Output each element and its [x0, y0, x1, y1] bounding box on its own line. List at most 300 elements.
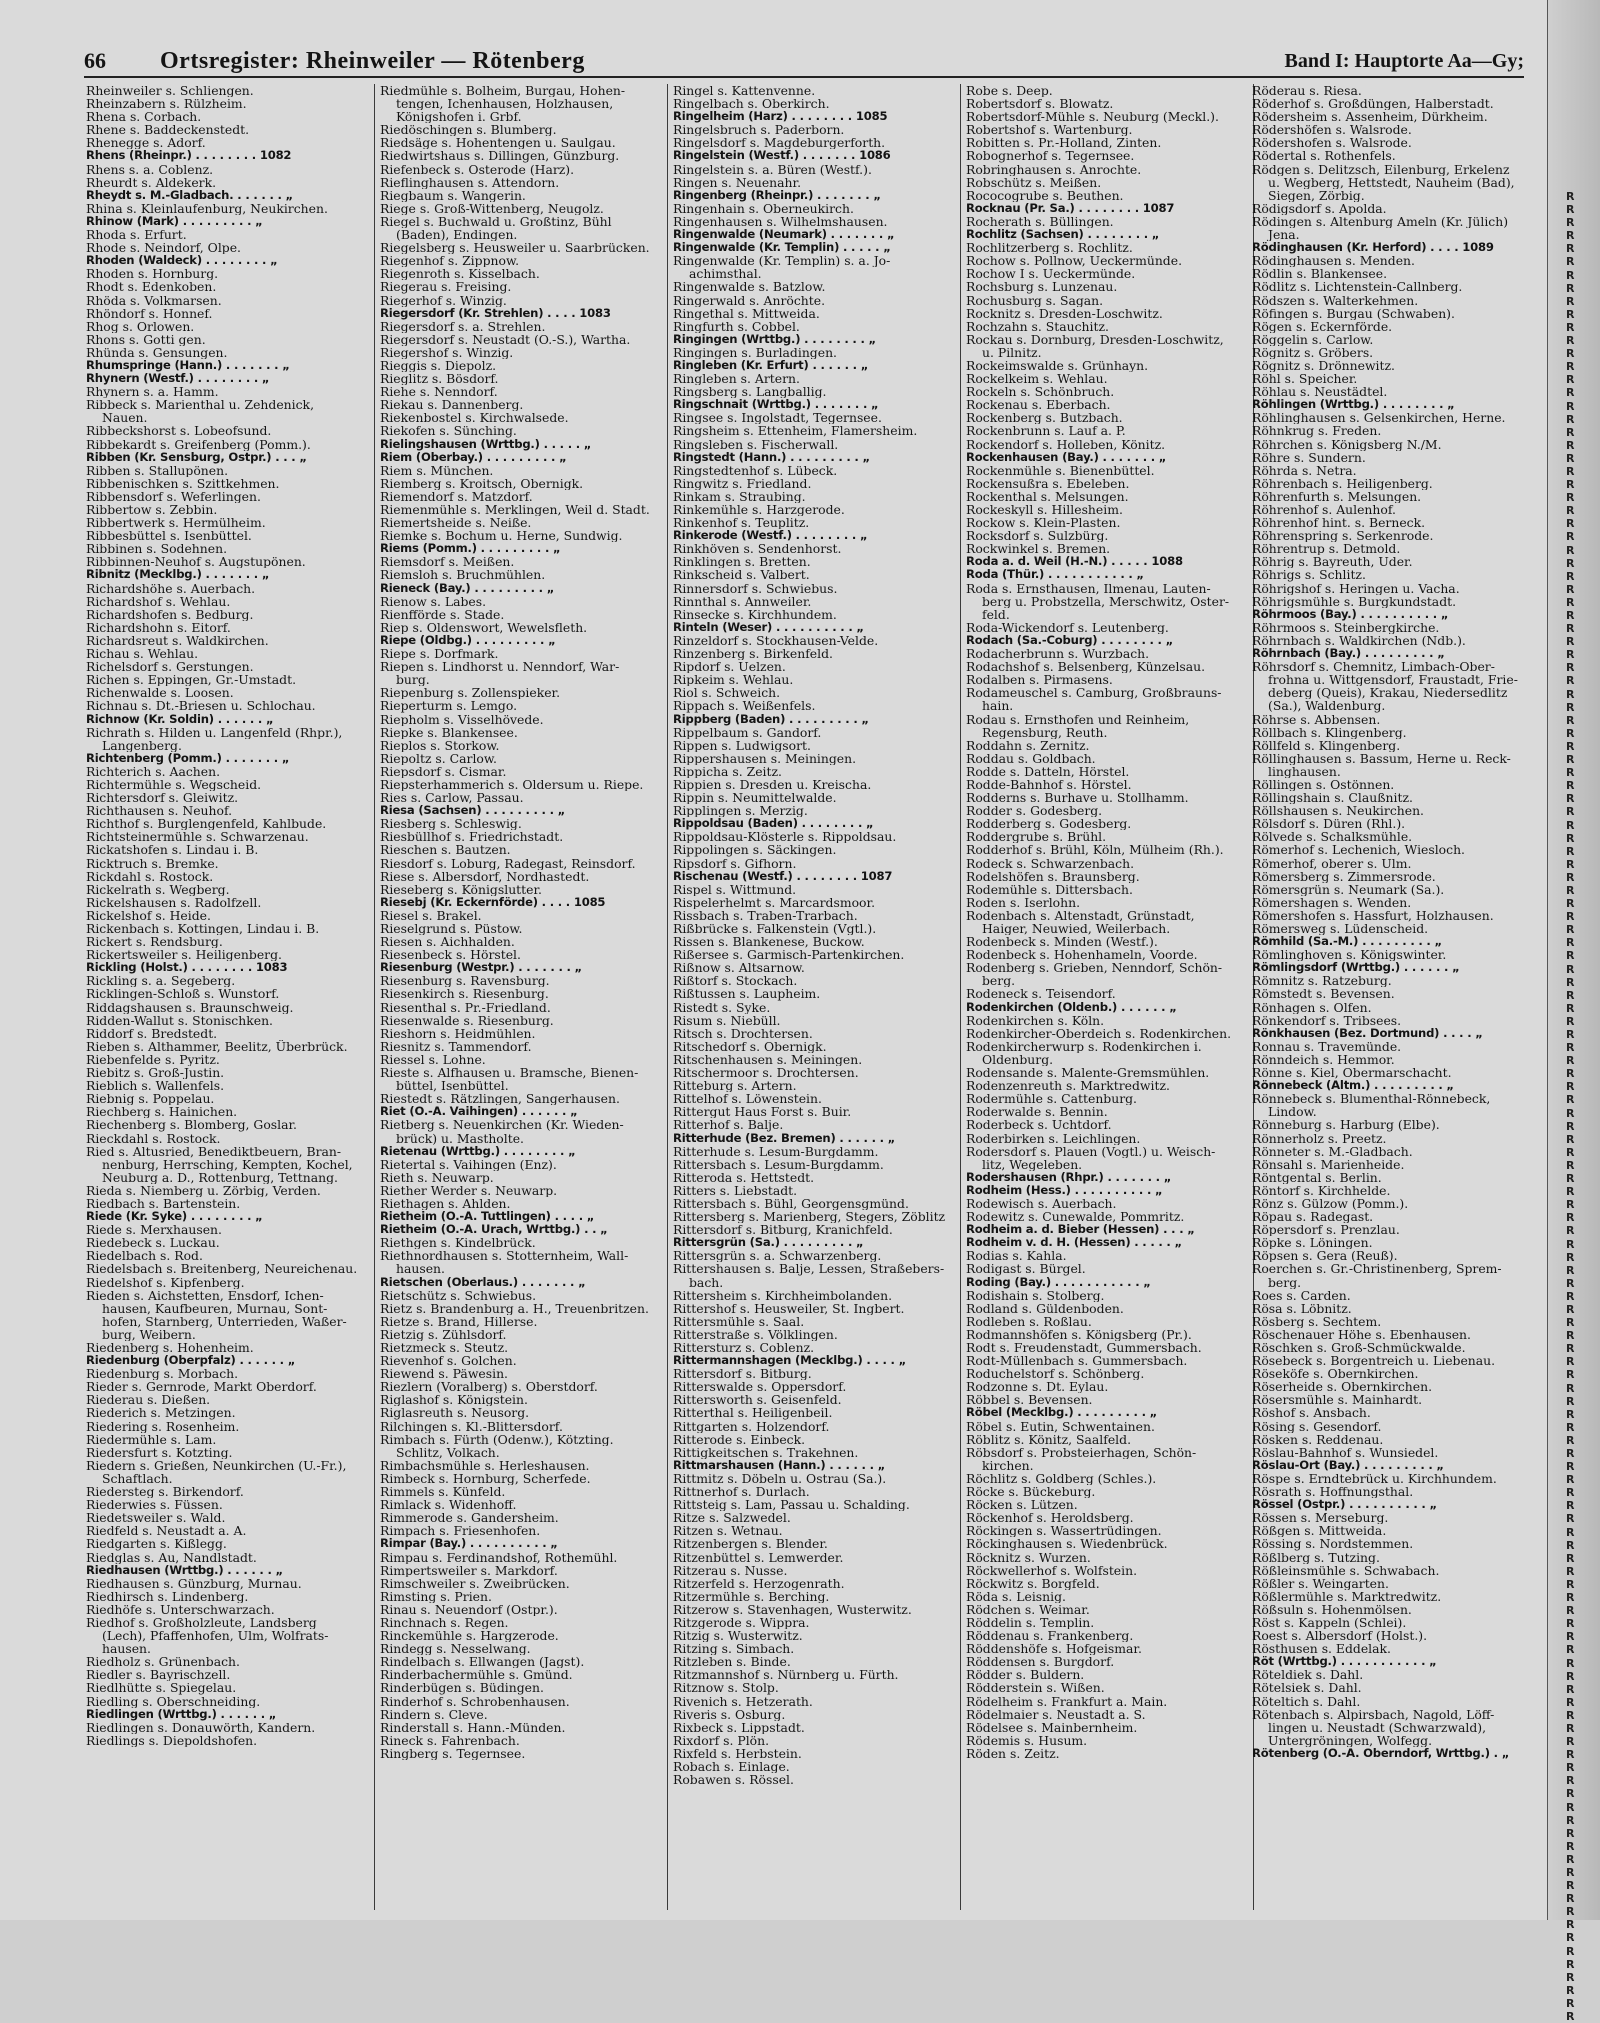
edge-letter: R	[1566, 857, 1575, 871]
index-entry: Riedlingen s. Donauwörth, Kandern.	[86, 1720, 316, 1734]
index-entry: Rieselgrund s. Püstow.	[380, 922, 523, 936]
edge-letter: R	[1566, 451, 1575, 465]
index-entry: Roderbeck s. Uchtdorf.	[966, 1118, 1112, 1132]
index-entry: Riedling s. Oberschneiding.	[86, 1694, 261, 1708]
index-entry: Riedelbach s. Rod.	[86, 1249, 203, 1263]
index-entry: Römersberg s. Zimmersrode.	[1252, 869, 1436, 883]
index-entry: Robertsdorf-Mühle s. Neuburg (Meckl.).	[966, 110, 1219, 124]
index-entry: Richardshofen s. Bedburg.	[86, 607, 254, 621]
index-entry: Rippoldsau (Baden) . . . . . . . . „	[673, 817, 874, 831]
index-entry: Röschenauer Höhe s. Ebenhausen.	[1252, 1327, 1471, 1341]
index-entry: Riederwies s. Füssen.	[86, 1498, 223, 1512]
index-entry: frohna u. Wittgensdorf, Fraustadt, Frie-	[1268, 673, 1518, 687]
index-entry: Röschken s. Groß-Schmückwalde.	[1252, 1341, 1466, 1355]
index-entry: Riese s. Albersdorf, Nordhastedt.	[380, 869, 590, 883]
index-entry: Rietschen (Oberlaus.) . . . . . . . „	[380, 1275, 586, 1289]
index-entry: Röteltich s. Dahl.	[1252, 1694, 1361, 1708]
index-entry: Robitten s. Pr.-Holland, Zinten.	[966, 136, 1162, 150]
edge-letter: R	[1566, 1473, 1575, 1487]
index-entry: Riechenberg s. Blomberg, Goslar.	[86, 1118, 297, 1132]
edge-letter: R	[1566, 1813, 1575, 1827]
edge-letter: R	[1566, 268, 1575, 282]
edge-letter: R	[1566, 1669, 1575, 1683]
index-entry: Rittsteig s. Lam, Passau u. Schalding.	[673, 1498, 910, 1512]
edge-letter: R	[1566, 464, 1575, 478]
index-entry: Rodishain s. Stolberg.	[966, 1288, 1105, 1302]
index-entry: Ringschnait (Wrttbg.) . . . . . . . „	[673, 398, 879, 412]
index-entry: Rißtorf s. Stockach.	[673, 974, 798, 988]
index-entry: Ristedt s. Syke.	[673, 1000, 771, 1014]
index-entry: Rietzmeck s. Steutz.	[380, 1341, 509, 1355]
index-entry: Riede s. Merxhausen.	[86, 1223, 222, 1237]
edge-letter: R	[1566, 294, 1575, 308]
index-entry: Riems (Pomm.) . . . . . . . . . „	[380, 542, 561, 556]
index-entry: Ribbertow s. Zebbin.	[86, 503, 218, 517]
index-entry: Riebenfelde s. Pyritz.	[86, 1052, 220, 1067]
index-entry: hofen, Starnberg, Unterrieden, Waßer-	[102, 1314, 347, 1328]
index-entry: Rhene s. Baddeckenstedt.	[86, 123, 250, 137]
index-entry: Röhrig s. Bayreuth, Uder.	[1252, 555, 1413, 569]
index-entry: Röbel s. Eutin, Schwentainen.	[966, 1419, 1155, 1433]
index-entry: Rixfeld s. Herbstein.	[673, 1746, 802, 1760]
index-entry: Röhnkrug s. Freden.	[1252, 424, 1382, 438]
index-entry: Riethnordhausen s. Stotternheim, Wall-	[380, 1249, 629, 1263]
index-entry: Rödchen s. Weimar.	[966, 1602, 1090, 1616]
index-entry: Rickatshofen s. Lindau i. B.	[86, 843, 259, 857]
edge-letter: R	[1566, 1682, 1575, 1696]
edge-letter: R	[1566, 831, 1575, 845]
index-entry: Rödertal s. Rothenfels.	[1252, 149, 1396, 163]
index-entry: burg.	[396, 673, 430, 687]
index-entry: Roda-Wickendorf s. Leutenberg.	[966, 620, 1169, 634]
edge-letter: R	[1566, 1289, 1575, 1303]
index-entry: Rodemühle s. Dittersbach.	[966, 882, 1133, 896]
index-entry: Ripsdorf s. Gifhorn.	[673, 856, 797, 870]
index-entry: Ringenberg (Rheinpr.) . . . . . . . „	[673, 188, 881, 202]
index-entry: Rössing s. Nordstemmen.	[1252, 1537, 1414, 1551]
index-entry: Ritschermoor s. Drochtersen.	[673, 1066, 859, 1080]
index-entry: Rickelshausen s. Radolfzell.	[86, 895, 262, 909]
edge-letter: R	[1566, 1355, 1575, 1369]
index-entry: Rönnerholz s. Preetz.	[1252, 1131, 1387, 1145]
index-entry: Riem s. München.	[380, 463, 494, 477]
index-column-5	[1252, 84, 1534, 1910]
index-entry: Rietheim (O.-A. Urach, Wrttbg.) . . „	[380, 1223, 608, 1237]
index-entry: Regensburg, Reuth.	[982, 725, 1108, 739]
index-entry: Rötenbach s. Alpirsbach, Nagold, Löff-	[1252, 1707, 1495, 1721]
edge-letter: R	[1566, 1342, 1575, 1356]
index-entry: Rixbeck s. Lippstadt.	[673, 1720, 805, 1734]
index-entry: Ribbertwerk s. Hermülheim.	[86, 516, 266, 530]
index-entry: Rhumspringe (Hann.) . . . . . . . „	[86, 358, 290, 372]
edge-letter: R	[1566, 1748, 1575, 1762]
index-entry: Rönkendorf s. Tribsees.	[1252, 1013, 1402, 1027]
index-entry: Riesenwalde s. Riesenburg.	[380, 1013, 554, 1027]
index-entry: Rockenberg s. Butzbach.	[966, 411, 1123, 425]
edge-letter: R	[1566, 569, 1575, 583]
index-entry: Rissbach s. Traben-Trarbach.	[673, 908, 858, 922]
index-entry: Rinteln (Weser) . . . . . . . . . . „	[673, 620, 864, 634]
edge-letter: R	[1566, 1054, 1575, 1068]
index-entry: u. Pilnitz.	[982, 345, 1042, 359]
index-entry: Röhrnbach s. Waldkirchen (Ndb.).	[1252, 633, 1466, 648]
edge-letter: R	[1566, 1093, 1575, 1107]
index-entry: Ribbinen s. Sodehnen.	[86, 542, 228, 556]
index-entry: Rickdahl s. Rostock.	[86, 869, 214, 883]
index-entry: Rippoldsau-Klösterle s. Rippoldsau.	[673, 830, 897, 844]
index-entry: Röhrchen s. Königsberg N./M.	[1252, 437, 1442, 451]
edge-letter: R	[1566, 1499, 1575, 1513]
index-entry: Riedersfurt s. Kotzting.	[86, 1445, 233, 1459]
index-entry: berg.	[982, 974, 1016, 988]
index-entry: Rittnerhof s. Durlach.	[673, 1485, 810, 1499]
index-entry: Röhlau s. Neustädtel.	[1252, 385, 1388, 399]
edge-letter: R	[1566, 1591, 1575, 1605]
index-entry: Rinkhöven s. Sendenhorst.	[673, 542, 842, 556]
index-entry: Riepen s. Lindhorst u. Nenndorf, War-	[380, 660, 620, 674]
index-entry: Rittershausen s. Balje, Lessen, Straßebers-	[673, 1262, 945, 1276]
index-entry: Ritzenbergen s. Blender.	[673, 1537, 828, 1551]
index-entry: Rickert s. Rendsburg.	[86, 935, 223, 949]
index-entry: Rinderbachermühle s. Gmünd.	[380, 1668, 573, 1682]
index-entry: Rieben s. Althammer, Beelitz, Überbrück.	[86, 1039, 348, 1053]
index-entry: Röhrentrup s. Detmold.	[1252, 542, 1401, 556]
index-entry: Ringleben (Kr. Erfurt) . . . . . . „	[673, 358, 869, 372]
index-entry: Lindow.	[1268, 1105, 1317, 1119]
index-entry: Röderau s. Riesa.	[1252, 84, 1362, 98]
index-entry: Rittermannshagen (Mecklbg.) . . . . „	[673, 1354, 906, 1368]
index-entry: Ringwitz s. Friedland.	[673, 476, 812, 490]
edge-letter: R	[1566, 1041, 1575, 1055]
index-entry: Rieneck (Bay.) . . . . . . . . . „	[380, 581, 555, 595]
edge-letter: R	[1566, 779, 1575, 793]
edge-letter: R	[1566, 347, 1575, 361]
edge-letter: R	[1566, 844, 1575, 858]
index-entry: Röshof s. Ansbach.	[1252, 1406, 1371, 1420]
index-entry: Riesenburg (Westpr.) . . . . . . . „	[380, 961, 582, 975]
index-entry: Rodenkirchen (Oldenb.) . . . . . . „	[966, 1000, 1177, 1014]
index-entry: Rodersdorf s. Plauen (Vogtl.) u. Weisch-	[966, 1144, 1216, 1158]
index-entry: Rhina s. Kleinlaufenburg, Neukirchen.	[86, 201, 328, 215]
index-entry: Riesa (Sachsen) . . . . . . . . . „	[380, 804, 566, 818]
index-entry: Rodenzenreuth s. Marktredwitz.	[966, 1079, 1170, 1093]
index-entry: Rinnersdorf s. Schwiebus.	[673, 581, 838, 595]
index-entry: Rococogrube s. Beuthen.	[966, 188, 1124, 202]
index-entry: Rinderhof s. Schrobenhausen.	[380, 1694, 570, 1708]
index-entry: Roerchen s. Gr.-Christinenberg, Sprem-	[1252, 1262, 1502, 1276]
index-entry: Ringethal s. Mittweida.	[673, 306, 820, 320]
edge-letter: R	[1566, 1735, 1575, 1749]
index-entry: Röckwellerhof s. Wolfstein.	[966, 1563, 1138, 1577]
index-entry: Ringelbach s. Oberkirch.	[673, 97, 830, 111]
edge-letter: R	[1566, 595, 1575, 609]
edge-letter: R	[1566, 1368, 1575, 1382]
edge-letter: R	[1566, 870, 1575, 884]
index-entry: Riezlern (Voralberg) s. Oberstdorf.	[380, 1380, 598, 1394]
index-entry: Roda a. d. Weil (H.-N.) . . . . . 1088	[966, 555, 1183, 569]
index-entry: Neuburg a. D., Rottenburg, Tettnang.	[102, 1170, 338, 1184]
index-entry: Rietzig s. Zühlsdorf.	[380, 1327, 507, 1341]
index-entry: Rodland s. Güldenboden.	[966, 1301, 1124, 1315]
index-entry: Röslau-Bahnhof s. Wunsiedel.	[1252, 1445, 1439, 1459]
edge-letter: R	[1566, 1172, 1575, 1186]
edge-letter: R	[1566, 1420, 1575, 1434]
index-entry: Riefenbeck s. Osterode (Harz).	[380, 162, 575, 176]
index-entry: Rönnebeck s. Blumenthal-Rönnebeck,	[1252, 1092, 1491, 1106]
index-entry: Röden s. Zeitz.	[966, 1746, 1060, 1760]
index-entry: Rötelsiek s. Dahl.	[1252, 1681, 1362, 1695]
index-entry: Rieste s. Alfhausen u. Bramsche, Bienen-	[380, 1066, 639, 1080]
index-entry: Rödigsdorf s. Apolda.	[1252, 201, 1387, 215]
index-entry: Riedfeld s. Neustadt a. A.	[86, 1524, 247, 1538]
index-entry: Riemenmühle s. Merklingen, Weil d. Stadt.	[380, 503, 650, 517]
edge-letter: R	[1566, 229, 1575, 243]
index-entry: brück) u. Mastholte.	[396, 1131, 524, 1145]
index-entry: Richthausen s. Neuhof.	[86, 804, 233, 818]
index-entry: Riedelshof s. Kipfenberg.	[86, 1275, 245, 1289]
index-entry: Riethgen s. Kindelbrück.	[380, 1236, 536, 1250]
index-entry: Riege s. Groß-Wittenberg, Neugolz.	[380, 201, 604, 215]
index-entry: Richnow (Kr. Soldin) . . . . . . „	[86, 712, 274, 726]
index-entry: Rösthusen s. Eddelak.	[1252, 1642, 1391, 1656]
index-entry: Rösing s. Gesendorf.	[1252, 1419, 1382, 1433]
index-entry: Ritzerau s. Nusse.	[673, 1563, 788, 1577]
index-entry: Rochsburg s. Lunzenau.	[966, 280, 1118, 294]
index-entry: Römersweg s. Lüdenscheid.	[1252, 922, 1429, 936]
index-entry: Rhens s. a. Coblenz.	[86, 162, 214, 176]
index-entry: Riestedt s. Rätzlingen, Sangerhausen.	[380, 1092, 620, 1106]
index-entry: burg, Weibern.	[102, 1327, 196, 1341]
index-entry: Rietberg s. Neuenkirchen (Kr. Wieden-	[380, 1118, 624, 1132]
index-entry: Riedhausen s. Günzburg, Murnau.	[86, 1576, 302, 1590]
edge-letter: R	[1566, 766, 1575, 780]
index-entry: Rönhagen s. Olfen.	[1252, 1000, 1372, 1014]
index-entry: Rochlitzerberg s. Rochlitz.	[966, 241, 1133, 255]
index-entry: Ritsch s. Drochtersen.	[673, 1026, 813, 1040]
edge-letter: R	[1566, 1551, 1575, 1565]
edge-letter: R	[1566, 1957, 1575, 1971]
edge-letter: R	[1566, 438, 1575, 452]
index-entry: Rockensußra s. Ebeleben.	[966, 476, 1130, 490]
edge-letter: R	[1566, 1028, 1575, 1041]
index-entry: Rienow s. Labes.	[380, 594, 487, 608]
index-entry: Rieseberg s. Königslutter.	[380, 882, 542, 896]
index-entry: berg.	[1268, 1275, 1302, 1289]
edge-letter: R	[1566, 1774, 1575, 1788]
edge-letter: R	[1566, 1826, 1575, 1840]
index-entry: Röhrmoos s. Steinbergkirche.	[1252, 620, 1440, 634]
index-entry: Riedgarten s. Kißlegg.	[86, 1537, 227, 1551]
edge-letter: R	[1566, 1080, 1575, 1094]
edge-letter: R	[1566, 360, 1575, 374]
index-entry: Römhild (Sa.-M.) . . . . . . . . . „	[1252, 935, 1442, 949]
index-entry: Königshofen i. Grbf.	[396, 110, 522, 124]
index-entry: Riepholm s. Visselhövede.	[380, 712, 544, 726]
index-entry: Roden s. Iserlohn.	[966, 895, 1081, 909]
index-entry: Riekau s. Dannenberg.	[380, 398, 524, 412]
index-entry: Rimsting s. Prien.	[380, 1589, 492, 1603]
index-entry: Rittmarshausen (Hann.) . . . . . . „	[673, 1458, 886, 1472]
index-entry: Röhrda s. Netra.	[1252, 463, 1357, 477]
index-entry: (Lech), Pfaffenhofen, Ulm, Wolfrats-	[102, 1629, 329, 1643]
index-entry: Rössel (Ostpr.) . . . . . . . . . . „	[1252, 1498, 1437, 1512]
index-entry: Ricklingen-Schloß s. Wunstorf.	[86, 987, 280, 1001]
index-entry: Riepsdorf s. Cismar.	[380, 764, 507, 778]
index-entry: Schaftlach.	[102, 1471, 173, 1486]
index-entry: Rögen s. Eckernförde.	[1252, 319, 1393, 333]
edge-letter: R	[1566, 923, 1575, 937]
index-entry: Riglashof s. Königstein.	[380, 1393, 528, 1407]
index-entry: Ringleben s. Artern.	[673, 372, 800, 386]
index-entry: Rixdorf s. Plön.	[673, 1733, 770, 1747]
index-entry: Rhodt s. Edenkoben.	[86, 280, 217, 294]
index-entry: Röhrenhof s. Aulenhof.	[1252, 503, 1396, 517]
index-entry: Riegenroth s. Kisselbach.	[380, 267, 540, 281]
index-entry: Riethagen s. Ahlden.	[380, 1196, 511, 1211]
index-entry: Ribbeckshorst s. Lobeofsund.	[86, 424, 272, 438]
index-entry: Richardsreut s. Waldkirchen.	[86, 633, 269, 648]
index-entry: Römnitz s. Ratzeburg.	[1252, 974, 1392, 988]
edge-letter: R	[1566, 1983, 1575, 1997]
index-entry: Rockelkeim s. Wehlau.	[966, 372, 1108, 386]
index-column-1	[86, 84, 368, 1910]
index-entry: Ritzing s. Simbach.	[673, 1642, 795, 1656]
index-entry: Rodder s. Godesberg.	[966, 804, 1103, 818]
index-entry: Riedering s. Rosenheim.	[86, 1419, 240, 1433]
index-entry: nenburg, Herrsching, Kempten, Kochel,	[102, 1157, 353, 1171]
edge-letter: R	[1566, 1866, 1575, 1879]
index-entry: Röntorf s. Kirchhelde.	[1252, 1183, 1391, 1197]
index-entry: Rippolingen s. Säckingen.	[673, 843, 837, 857]
index-entry: Riedlingen (Wrttbg.) . . . . . . „	[86, 1707, 277, 1721]
edge-letter: R	[1566, 753, 1575, 767]
edge-letter: R	[1566, 661, 1575, 675]
index-entry: Riep s. Oldenswort, Wewelsfleth.	[380, 620, 588, 634]
edge-letter: R	[1566, 1892, 1575, 1906]
index-entry: Ringen s. Neuenahr.	[673, 175, 802, 189]
index-entry: Rödershöfen s. Walsrode.	[1252, 123, 1412, 137]
edge-letter: R	[1566, 190, 1575, 203]
index-entry: Riddorf s. Bredstedt.	[86, 1026, 218, 1040]
edge-letter: R	[1566, 425, 1575, 439]
index-entry: Ringsheim s. Ettenheim, Flamersheim.	[673, 424, 918, 438]
index-entry: Rockenmühle s. Bienenbüttel.	[966, 463, 1155, 477]
index-entry: Rinzeldorf s. Stockhausen-Velde.	[673, 633, 879, 648]
index-entry: Rodheim v. d. H. (Hessen) . . . . . „	[966, 1236, 1182, 1250]
index-entry: litz, Wegeleben.	[982, 1157, 1083, 1171]
edge-letter: R	[1566, 622, 1575, 636]
index-entry: Rispelerhelmt s. Marcardsmoor.	[673, 895, 876, 909]
index-entry: Röggelin s. Carlow.	[1252, 332, 1374, 346]
index-entry: (Baden), Endingen.	[396, 228, 518, 242]
index-columns	[86, 84, 1526, 1914]
index-entry: Rocksdorf s. Sulzbürg.	[966, 529, 1109, 543]
index-entry: Rieflinghausen s. Attendorn.	[380, 175, 560, 189]
index-entry: hain.	[982, 699, 1014, 713]
edge-letter: R	[1566, 1970, 1575, 1984]
index-entry: Ringenwalde (Neumark) . . . . . . . „	[673, 228, 895, 242]
column-rule	[960, 84, 961, 1910]
index-entry: Röllingshain s. Claußnitz.	[1252, 791, 1413, 805]
index-entry: Ritterswalde s. Oppersdorf.	[673, 1380, 847, 1394]
edge-letter: R	[1566, 1302, 1575, 1316]
index-entry: Röllinghausen s. Bassum, Herne u. Reck-	[1252, 751, 1511, 765]
edge-letter: R	[1566, 1643, 1575, 1657]
index-entry: Robognerhof s. Tegernsee.	[966, 149, 1135, 163]
edge-letter: R	[1566, 1224, 1575, 1238]
index-entry: Ringstedt (Hann.) . . . . . . . . . „	[673, 450, 870, 464]
edge-letter: R	[1566, 1394, 1575, 1408]
edge-letter: R	[1566, 1237, 1575, 1251]
index-entry: Ritznow s. Stolp.	[673, 1681, 779, 1695]
index-entry: Rockenau s. Eberbach.	[966, 398, 1111, 412]
index-entry: Rinkerode (Westf.) . . . . . . . . „	[673, 529, 868, 543]
index-entry: Rödelheim s. Frankfurt a. Main.	[966, 1694, 1168, 1708]
index-entry: Rhöda s. Volkmarsen.	[86, 293, 222, 307]
index-entry: Rößlberg s. Tutzing.	[1252, 1550, 1380, 1564]
index-entry: Röblitz s. Könitz, Saalfeld.	[966, 1432, 1132, 1446]
index-entry: Roda (Thür.) . . . . . . . . . . . „	[966, 568, 1144, 582]
index-entry: Rodelshöfen s. Braunsberg.	[966, 869, 1140, 883]
index-entry: Riedöschingen s. Blumberg.	[380, 123, 557, 137]
index-entry: Rhoda s. Erfurt.	[86, 228, 187, 242]
index-entry: Ritterstraße s. Völklingen.	[673, 1327, 838, 1341]
edge-letter: R	[1566, 962, 1575, 976]
edge-letter: R	[1566, 1119, 1575, 1133]
index-entry: Röt (Wrttbg.) . . . . . . . . . . . „	[1252, 1655, 1437, 1669]
index-entry: Robe s. Deep.	[966, 84, 1053, 98]
index-entry: Rodenkircher-Oberdeich s. Rodenkirchen.	[966, 1026, 1232, 1040]
index-entry: Rössen s. Merseburg.	[1252, 1511, 1389, 1525]
index-entry: achimsthal.	[689, 267, 762, 281]
index-entry: Röhrse s. Abbensen.	[1252, 712, 1381, 726]
index-entry: Rittersberg s. Marienberg, Stegers, Zöblitz	[673, 1210, 946, 1224]
index-entry: feld.	[982, 607, 1010, 621]
index-entry: Rodeneck s. Teisendorf.	[966, 987, 1116, 1001]
edge-letter: R	[1566, 1185, 1575, 1199]
edge-letter: R	[1566, 792, 1575, 806]
index-entry: Röseköfe s. Obernkirchen.	[1252, 1367, 1419, 1381]
index-entry: Ritzerfeld s. Herzogenrath.	[673, 1576, 845, 1590]
edge-letter: R	[1566, 1158, 1575, 1172]
index-entry: Ringenhain s. Oberneukirch.	[673, 201, 854, 215]
index-entry: Ries s. Carlow, Passau.	[380, 791, 524, 805]
index-entry: Richen s. Eppingen, Gr.-Umstadt.	[86, 673, 297, 687]
index-entry: Rimmels s. Künfeld.	[380, 1485, 506, 1499]
index-entry: Rösersmühle s. Mainhardt.	[1252, 1393, 1423, 1407]
index-entry: (Sa.), Waldenburg.	[1268, 699, 1386, 713]
index-entry: Ritterhof s. Balje.	[673, 1118, 784, 1132]
index-entry: Riddagshausen s. Braunschweig.	[86, 1000, 294, 1014]
index-entry: Rödderstein s. Wißen.	[966, 1681, 1105, 1695]
index-entry: Rippach s. Weißenfels.	[673, 699, 816, 713]
edge-letter: R	[1566, 556, 1575, 570]
index-entry: Richardshof s. Wehlau.	[86, 594, 231, 608]
index-entry: Rippershausen s. Meiningen.	[673, 751, 857, 765]
index-entry: Roderwalde s. Bennin.	[966, 1105, 1108, 1119]
index-entry: Riekofen s. Sünching.	[380, 424, 517, 438]
index-entry: Ritzenbüttel s. Lemwerder.	[673, 1550, 844, 1564]
index-entry: Röcknitz s. Wurzen.	[966, 1550, 1091, 1564]
index-entry: Riepe (Oldbg.) . . . . . . . . . „	[380, 633, 556, 647]
index-entry: Riewend s. Päwesin.	[380, 1367, 508, 1381]
index-entry: Ribben (Kr. Sensburg, Ostpr.) . . . „	[86, 450, 307, 464]
index-entry: Rinsecke s. Kirchhundem.	[673, 607, 837, 621]
index-entry: Rößlermühle s. Marktredwitz.	[1252, 1589, 1442, 1603]
index-entry: Röhrenfurth s. Melsungen.	[1252, 489, 1422, 503]
index-entry: Rocknau (Pr. Sa.) . . . . . . . . 1087	[966, 201, 1175, 215]
index-entry: Riegersdorf s. Neustadt (O.-S.), Wartha.	[380, 332, 631, 346]
